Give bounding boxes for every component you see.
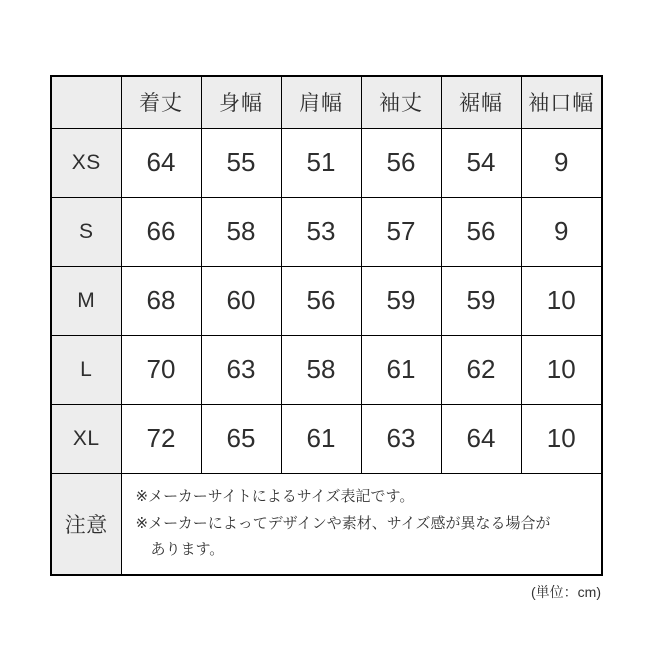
size-value-cell: 55: [201, 128, 281, 197]
size-value-cell: 58: [201, 197, 281, 266]
size-value-cell: 59: [361, 266, 441, 335]
size-value-cell: 60: [201, 266, 281, 335]
size-value-cell: 56: [361, 128, 441, 197]
column-header-shoulder-width: 肩幅: [281, 76, 361, 128]
table-row-s: [51, 197, 602, 266]
unit-note: (単位：cm): [531, 584, 601, 600]
row-label-xl: XL: [51, 404, 121, 473]
column-header-body-width: 身幅: [201, 76, 281, 128]
size-chart-table: [50, 75, 603, 576]
size-value-cell: 68: [121, 266, 201, 335]
size-value-cell: 72: [121, 404, 201, 473]
size-value-cell: 66: [121, 197, 201, 266]
size-value-cell: 62: [441, 335, 521, 404]
size-value-cell: 64: [441, 404, 521, 473]
note-label: 注意: [51, 473, 121, 575]
size-value-cell: 63: [201, 335, 281, 404]
column-header-sleeve-length: 袖丈: [361, 76, 441, 128]
size-value-cell: 51: [281, 128, 361, 197]
table-row-l: [51, 335, 602, 404]
size-chart-container: [50, 75, 601, 576]
corner-cell: [51, 76, 121, 128]
size-value-cell: 9: [521, 197, 602, 266]
note-line-2: ※メーカーによってデザインや素材、サイズ感が異なる場合が: [135, 514, 551, 532]
row-label-m: M: [51, 266, 121, 335]
size-value-cell: 56: [441, 197, 521, 266]
size-value-cell: 9: [521, 128, 602, 197]
size-value-cell: 65: [201, 404, 281, 473]
note-line-1: ※メーカーサイトによるサイズ表記です。: [135, 488, 415, 506]
size-value-cell: 63: [361, 404, 441, 473]
note-line-3: あります。: [150, 540, 225, 558]
size-value-cell: 61: [361, 335, 441, 404]
column-header-hem-width: 裾幅: [441, 76, 521, 128]
size-value-cell: 53: [281, 197, 361, 266]
column-header-body-length: 着丈: [121, 76, 201, 128]
header-row: [51, 76, 602, 128]
size-value-cell: 61: [281, 404, 361, 473]
column-header-cuff-width: 袖口幅: [521, 76, 602, 128]
note-cell: [121, 473, 602, 575]
size-value-cell: 70: [121, 335, 201, 404]
size-value-cell: 10: [521, 335, 602, 404]
size-value-cell: 10: [521, 404, 602, 473]
row-label-s: S: [51, 197, 121, 266]
row-label-xs: XS: [51, 128, 121, 197]
row-label-l: L: [51, 335, 121, 404]
table-row-m: [51, 266, 602, 335]
size-value-cell: 59: [441, 266, 521, 335]
size-value-cell: 10: [521, 266, 602, 335]
size-value-cell: 64: [121, 128, 201, 197]
size-value-cell: 56: [281, 266, 361, 335]
table-row-xs: [51, 128, 602, 197]
table-row-note: [51, 473, 602, 575]
size-value-cell: 57: [361, 197, 441, 266]
size-value-cell: 58: [281, 335, 361, 404]
size-value-cell: 54: [441, 128, 521, 197]
table-row-xl: [51, 404, 602, 473]
